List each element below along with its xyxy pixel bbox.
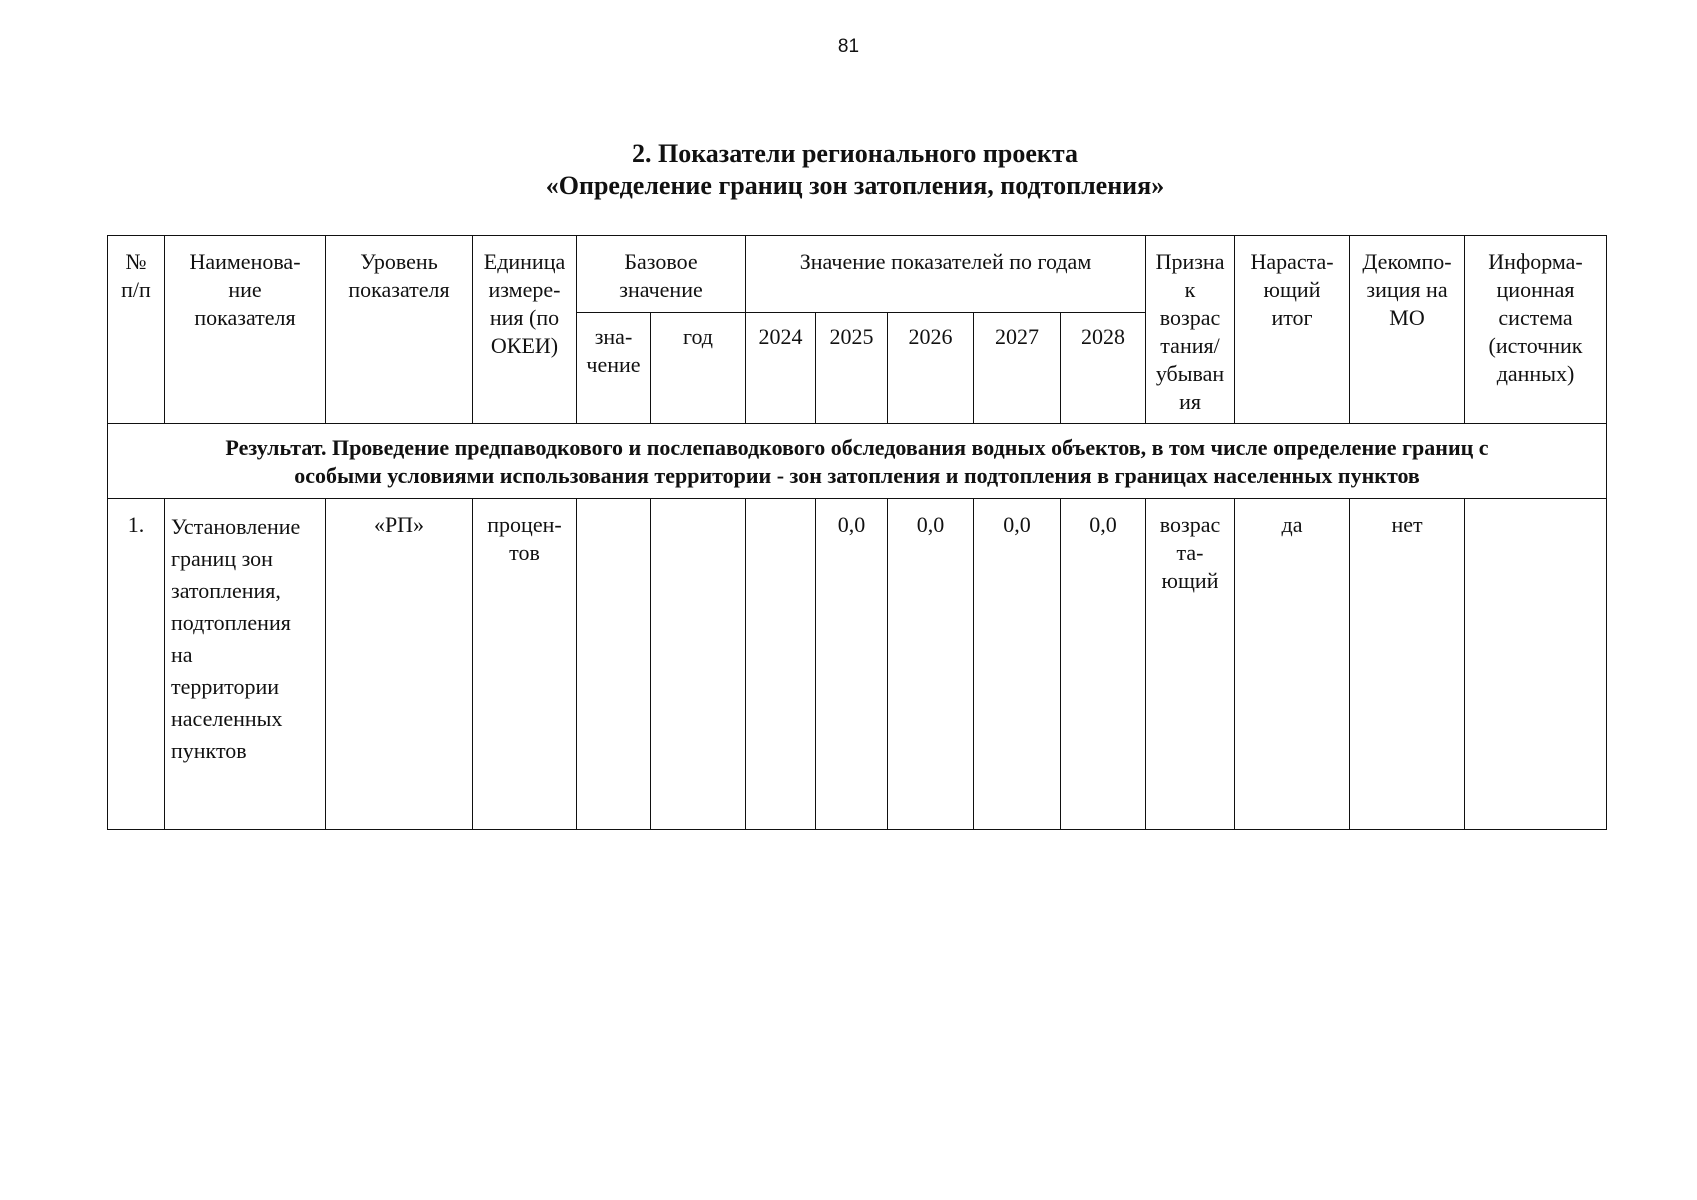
- row-info-system: [1465, 499, 1607, 830]
- result-row: [108, 424, 1607, 499]
- row-num: 1.: [108, 499, 165, 830]
- header-row-1: [108, 236, 1607, 313]
- header-year-2025: 2025: [816, 313, 888, 424]
- title-line-2: «Определение границ зон затопления, подтопления»: [545, 171, 1165, 200]
- result-text: [108, 424, 1607, 499]
- header-year-2028: 2028: [1061, 313, 1146, 424]
- header-decomposition: Декомпо- зиция на МО: [1350, 236, 1465, 424]
- header-base-value: зна- чение: [577, 313, 651, 424]
- header-cumulative: Нараста- ющий итог: [1235, 236, 1350, 424]
- header-unit: Единица измере- ния (по ОКЕИ): [473, 236, 577, 424]
- header-values-by-year: Значение показателей по годам: [746, 236, 1146, 313]
- title-line-1: 2. Показатели регионального проекта: [632, 139, 1078, 168]
- row-trend: возрас та- ющий: [1146, 499, 1235, 830]
- header-year-2024: 2024: [746, 313, 816, 424]
- row-2028: 0,0: [1061, 499, 1146, 830]
- row-2024: [746, 499, 816, 830]
- row-base-year: [651, 499, 746, 830]
- header-year-2026: 2026: [888, 313, 974, 424]
- row-2025: 0,0: [816, 499, 888, 830]
- page-number: 81: [837, 36, 860, 57]
- row-cumulative: да: [1235, 499, 1350, 830]
- header-num: № п/п: [108, 236, 165, 424]
- indicators-table: [107, 235, 1607, 830]
- row-base-value: [577, 499, 651, 830]
- table-row: [108, 499, 1607, 830]
- row-decomposition: нет: [1350, 499, 1465, 830]
- row-2027: 0,0: [974, 499, 1061, 830]
- row-2026: 0,0: [888, 499, 974, 830]
- header-trend: Призна к возрас тания/ убыван ия: [1146, 236, 1235, 424]
- page-title: [0, 138, 1697, 202]
- row-level: «РП»: [326, 499, 473, 830]
- result-line-1: Результат. Проведение предпаводкового и послепаводкового обследования водных объектов, в том числе определение границ с: [225, 435, 1489, 460]
- row-unit: процен- тов: [473, 499, 577, 830]
- result-line-2: особыми условиями использования территории - зон затопления и подтопления в границах населенных пунктов: [294, 463, 1420, 488]
- header-year-2027: 2027: [974, 313, 1061, 424]
- row-name: Установление границ зон затопления, подтопления на территории населенных пунктов: [165, 499, 326, 830]
- header-base-year: год: [651, 313, 746, 424]
- header-info-system: Информа- ционная система (источник данных): [1465, 236, 1607, 424]
- header-base: Базовое значение: [577, 236, 746, 313]
- header-name: Наименова- ние показателя: [165, 236, 326, 424]
- header-level: Уровень показателя: [326, 236, 473, 424]
